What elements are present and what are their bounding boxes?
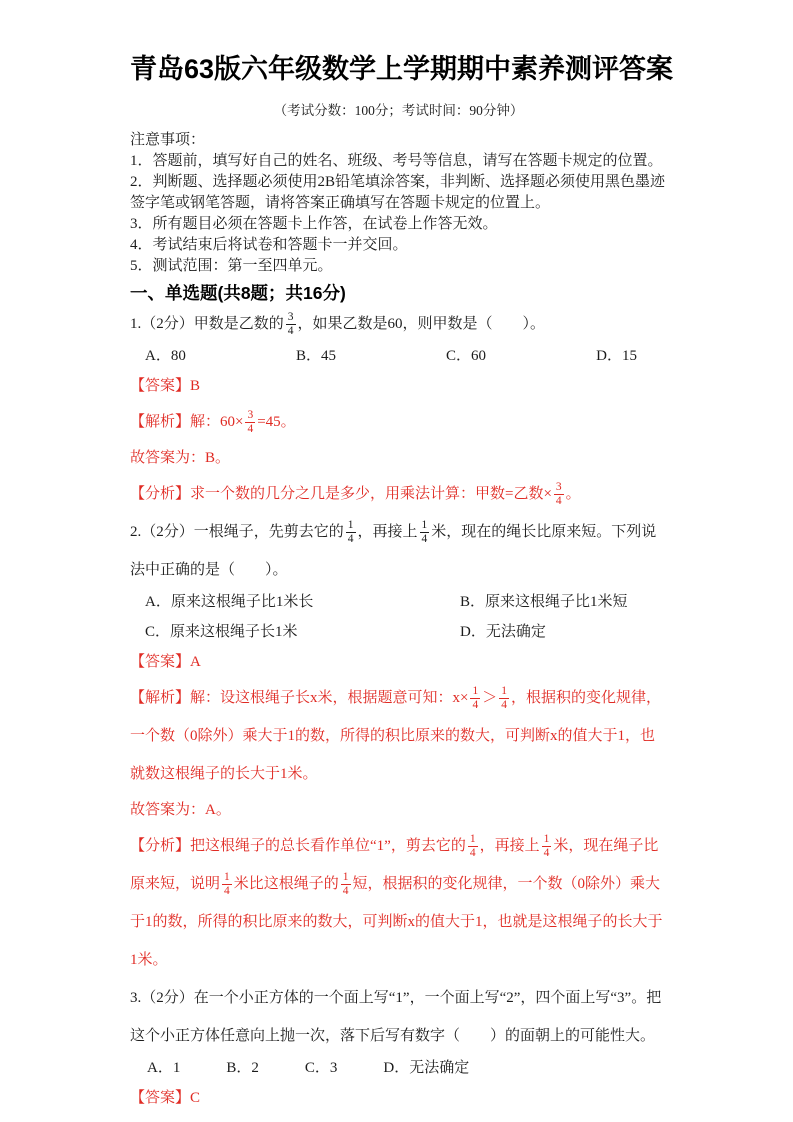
notice-item: 4．考试结束后将试卷和答题卡一并交回。 (130, 237, 408, 253)
option-a: A．80 (145, 348, 186, 364)
fenxi-line: 【分析】求一个数的几分之几是多少，用乘法计算：甲数=乙数× $\frac{3}{4}$ 。 (130, 480, 581, 508)
fraction: $\frac{3}{4}$ (247, 408, 254, 436)
option-d: D．无法确定 (383, 1060, 470, 1076)
jiexi-line: 【解析】解：60× $\frac{3}{4}$ =45。 (130, 408, 296, 436)
fraction: $\frac{1}{4}$ (469, 832, 476, 860)
notice-section (130, 130, 667, 277)
answer-line: 【答案】C (130, 1090, 201, 1106)
option-c: C．3 (304, 1060, 338, 1076)
option-a: A．1 (147, 1060, 181, 1076)
fraction: $\frac{1}{4}$ (501, 684, 507, 712)
option-b: B．45 (295, 348, 336, 364)
notice-item: 2．判断题、选择题必须使用2B铅笔填涂答案，非判断、选择题必须使用黑色墨迹签字笔或钢笔答题，请将答案正确填写在答题卡规定的位置上。 (130, 174, 666, 211)
question-stem: 1.（2分）甲数是乙数的 $\frac{3}{4}$ ，如果乙数是60，则甲数是（ ）。 (130, 310, 546, 338)
option-c: C．60 (446, 348, 487, 364)
question-block-3 (130, 979, 667, 1115)
fraction: $\frac{1}{4}$ (347, 518, 354, 546)
notice-item: 5．测试范围：第一至四单元。 (130, 258, 333, 274)
notice-item: 1．答题前，填写好自己的姓名、班级、考号等信息，请写在答题卡规定的位置。 (130, 153, 663, 169)
notice-heading: 注意事项： (130, 132, 206, 148)
options-row (130, 343, 667, 369)
option-d: D．15 (596, 348, 637, 364)
conclusion-line: 故答案为：B。 (130, 450, 231, 466)
fraction: $\frac{1}{4}$ (342, 870, 349, 898)
option-c: C．原来这根绳子长1米 (145, 624, 298, 640)
fraction: $\frac{3}{4}$ (287, 310, 294, 338)
fraction: $\frac{1}{4}$ (224, 870, 230, 898)
fraction: $\frac{1}{4}$ (543, 832, 550, 860)
options-grid (130, 589, 667, 645)
fenxi-line: 【分析】把这根绳子的总长看作单位“1”，剪去它的 $\frac{1}{4}$ ，再接上 $\frac{1}{4}$ 米，现在绳子比原来短，说明 $\frac{1}{4}$ 米比这根绳子的 $\frac{1}{4}$ 短，根据积的变化规律，一个数（0除外）乘大于1的数，所得的积比原来的数大，可判断x的值大于1，也就是这根绳子的长大于1米。 (130, 832, 663, 968)
conclusion-line: 故答案为：A。 (130, 802, 231, 818)
option-d: D．无法确定 (460, 624, 546, 640)
notice-item: 3．所有题目必须在答题卡上作答，在试卷上作答无效。 (130, 216, 498, 232)
option-a: A．原来这根绳子比1米长 (145, 594, 314, 610)
question-block-1 (130, 305, 667, 513)
answer-line: 【答案】B (130, 378, 201, 394)
options-row (130, 1055, 667, 1081)
page-title: 青岛63版六年级数学上学期期中素养测评答案 (130, 54, 674, 84)
answer-line: 【答案】A (130, 654, 201, 670)
question-block-2 (130, 513, 667, 979)
jiexi-line: 【解析】解：设这根绳子长x米，根据题意可知：x× $\frac{1}{4}$ ＞ $\frac{1}{4}$ ，根据积的变化规律，一个数（0除外）乘大于1的数，所得的积比原来的数大，可判断x的值大于1，也就数这根绳子的长大于1米。 (130, 684, 661, 782)
exam-meta: （考试分数：100分；考试时间：90分钟） (273, 103, 524, 118)
option-b: B．原来这根绳子比1米短 (460, 594, 628, 610)
fraction: $\frac{1}{4}$ (421, 518, 428, 546)
option-b: B．2 (226, 1060, 259, 1076)
question-stem: 3.（2分）在一个小正方体的一个面上写“1”，一个面上写“2”，四个面上写“3”。把这个小正方体任意向上抛一次，落下后写有数字（ ）的面朝上的可能性大。 (130, 990, 662, 1044)
fraction: $\frac{3}{4}$ (555, 480, 562, 508)
fraction: $\frac{1}{4}$ (472, 684, 479, 712)
section-heading: 一、单选题(共8题；共16分) (130, 283, 346, 303)
question-stem: 2.（2分）一根绳子，先剪去它的 $\frac{1}{4}$ ，再接上 $\frac{1}{4}$ 米，现在的绳长比原来短。下列说法中正确的是（ ）。 (130, 518, 657, 578)
